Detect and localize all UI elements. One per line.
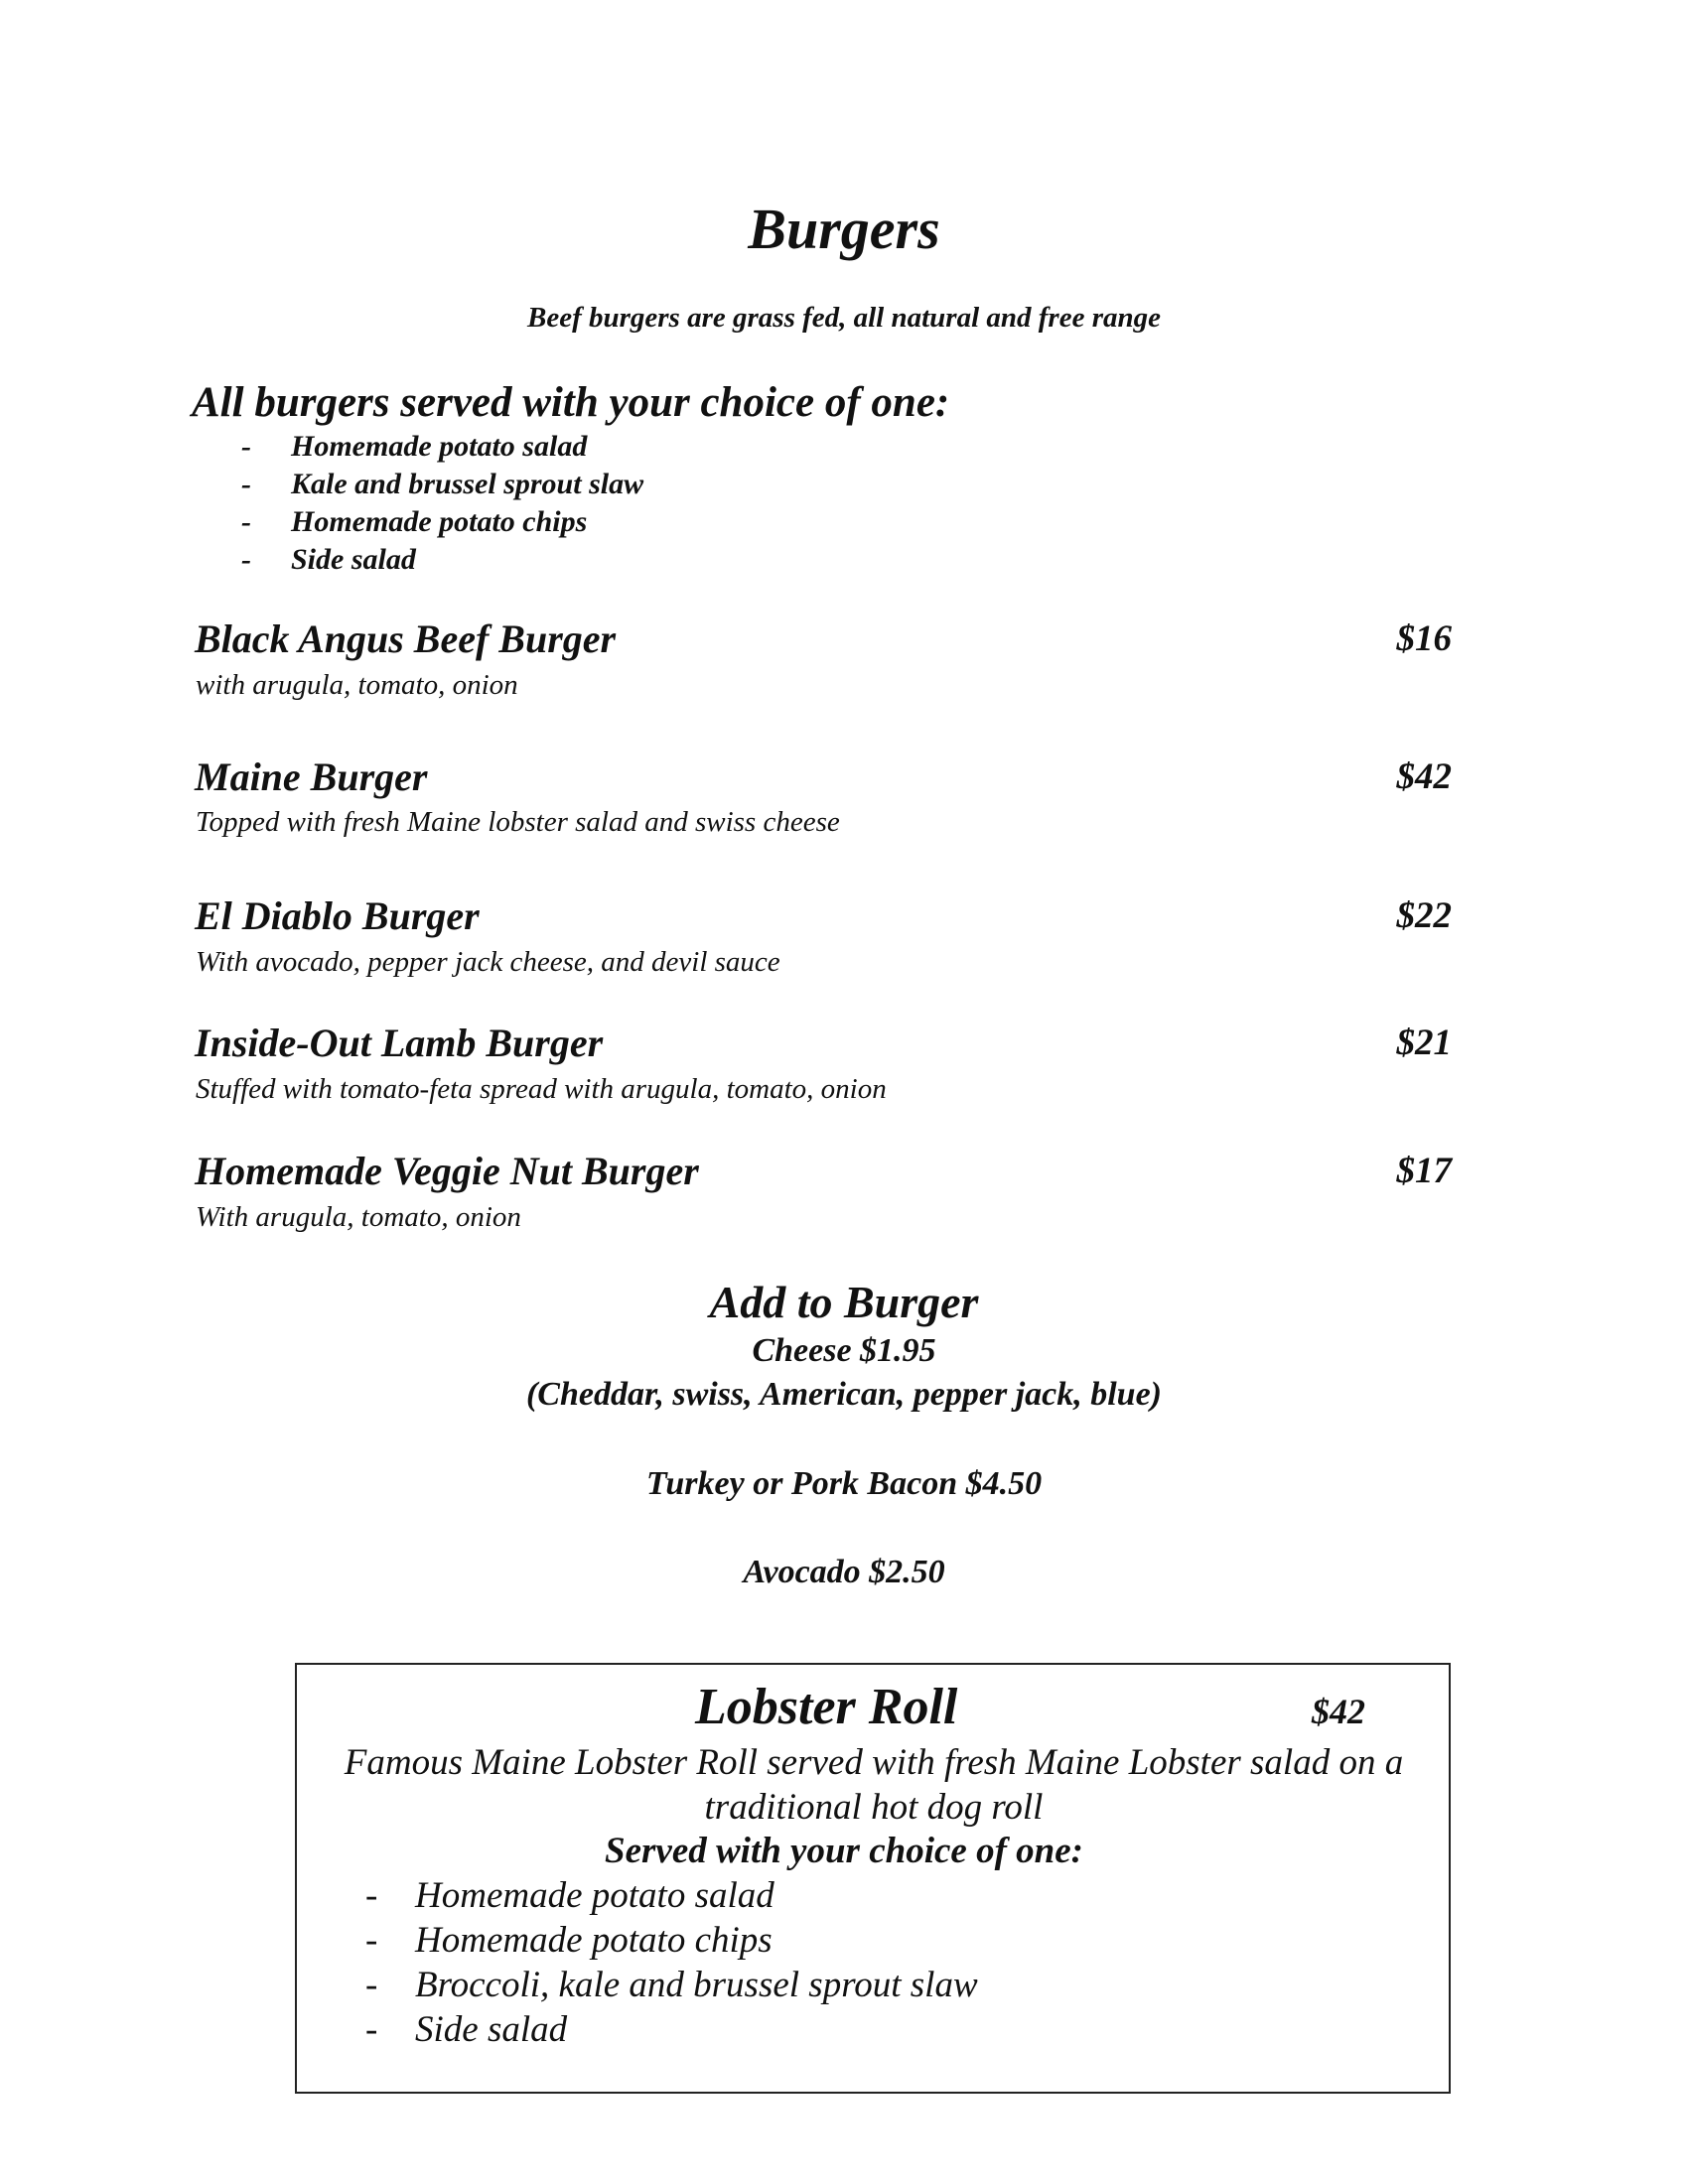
menu-item-name: Homemade Veggie Nut Burger (195, 1149, 699, 1193)
side-option-label: Kale and brussel sprout slaw (291, 468, 644, 500)
menu-item-name: El Diablo Burger (195, 893, 480, 938)
dash-bullet: - (241, 505, 251, 538)
side-option-label: Homemade potato chips (415, 1920, 773, 1961)
dash-bullet: - (365, 1875, 378, 1916)
menu-item-price: $17 (1396, 1151, 1452, 1191)
side-option-label: Homemade potato salad (291, 430, 588, 463)
side-option-label: Broccoli, kale and brussel sprout slaw (415, 1965, 978, 2005)
menu-item-name: Maine Burger (195, 754, 428, 799)
menu-item-description: Stuffed with tomato-feta spread with arugula, tomato, onion (196, 1073, 887, 1105)
side-option-label: Side salad (291, 543, 416, 576)
lobster-roll-price: $42 (1312, 1692, 1365, 1731)
menu-item-description: with arugula, tomato, onion (196, 669, 518, 701)
menu-item-price: $16 (1396, 618, 1452, 659)
side-option-label: Side salad (415, 2009, 568, 2050)
addon-cheese-options: (Cheddar, swiss, American, pepper jack, blue) (525, 1376, 1163, 1413)
dash-bullet: - (241, 543, 251, 576)
dash-bullet: - (365, 1965, 378, 2005)
page-title: Burgers (748, 197, 940, 261)
lobster-choice-heading: Served with your choice of one: (605, 1831, 1083, 1871)
menu-item-name: Inside-Out Lamb Burger (195, 1021, 604, 1065)
dash-bullet: - (365, 1920, 378, 1961)
menu-item-description: With avocado, pepper jack cheese, and devil sauce (196, 946, 780, 978)
dash-bullet: - (365, 2009, 378, 2050)
lobster-roll-name: Lobster Roll (695, 1679, 958, 1735)
menu-item-price: $21 (1396, 1023, 1452, 1063)
dash-bullet: - (241, 430, 251, 463)
menu-item-price: $22 (1396, 895, 1452, 936)
addon-cheese: Cheese $1.95 (752, 1332, 936, 1369)
menu-item-name: Black Angus Beef Burger (195, 616, 617, 661)
addon-bacon: Turkey or Pork Bacon $4.50 (645, 1465, 1043, 1502)
dash-bullet: - (241, 468, 251, 500)
side-option-label: Homemade potato salad (415, 1875, 774, 1916)
sides-heading: All burgers served with your choice of one: (192, 379, 950, 426)
side-option-label: Homemade potato chips (291, 505, 588, 538)
menu-item-description: With arugula, tomato, onion (196, 1201, 521, 1233)
menu-item-price: $42 (1396, 756, 1452, 797)
addon-avocado: Avocado $2.50 (743, 1554, 945, 1590)
addons-title: Add to Burger (709, 1277, 979, 1327)
lobster-roll-description: Famous Maine Lobster Roll served with fresh Maine Lobster salad on a traditional hot dog roll (344, 1742, 1404, 1828)
menu-subtitle: Beef burgers are grass fed, all natural and free range (526, 302, 1161, 334)
menu-item-description: Topped with fresh Maine lobster salad and swiss cheese (196, 806, 840, 838)
